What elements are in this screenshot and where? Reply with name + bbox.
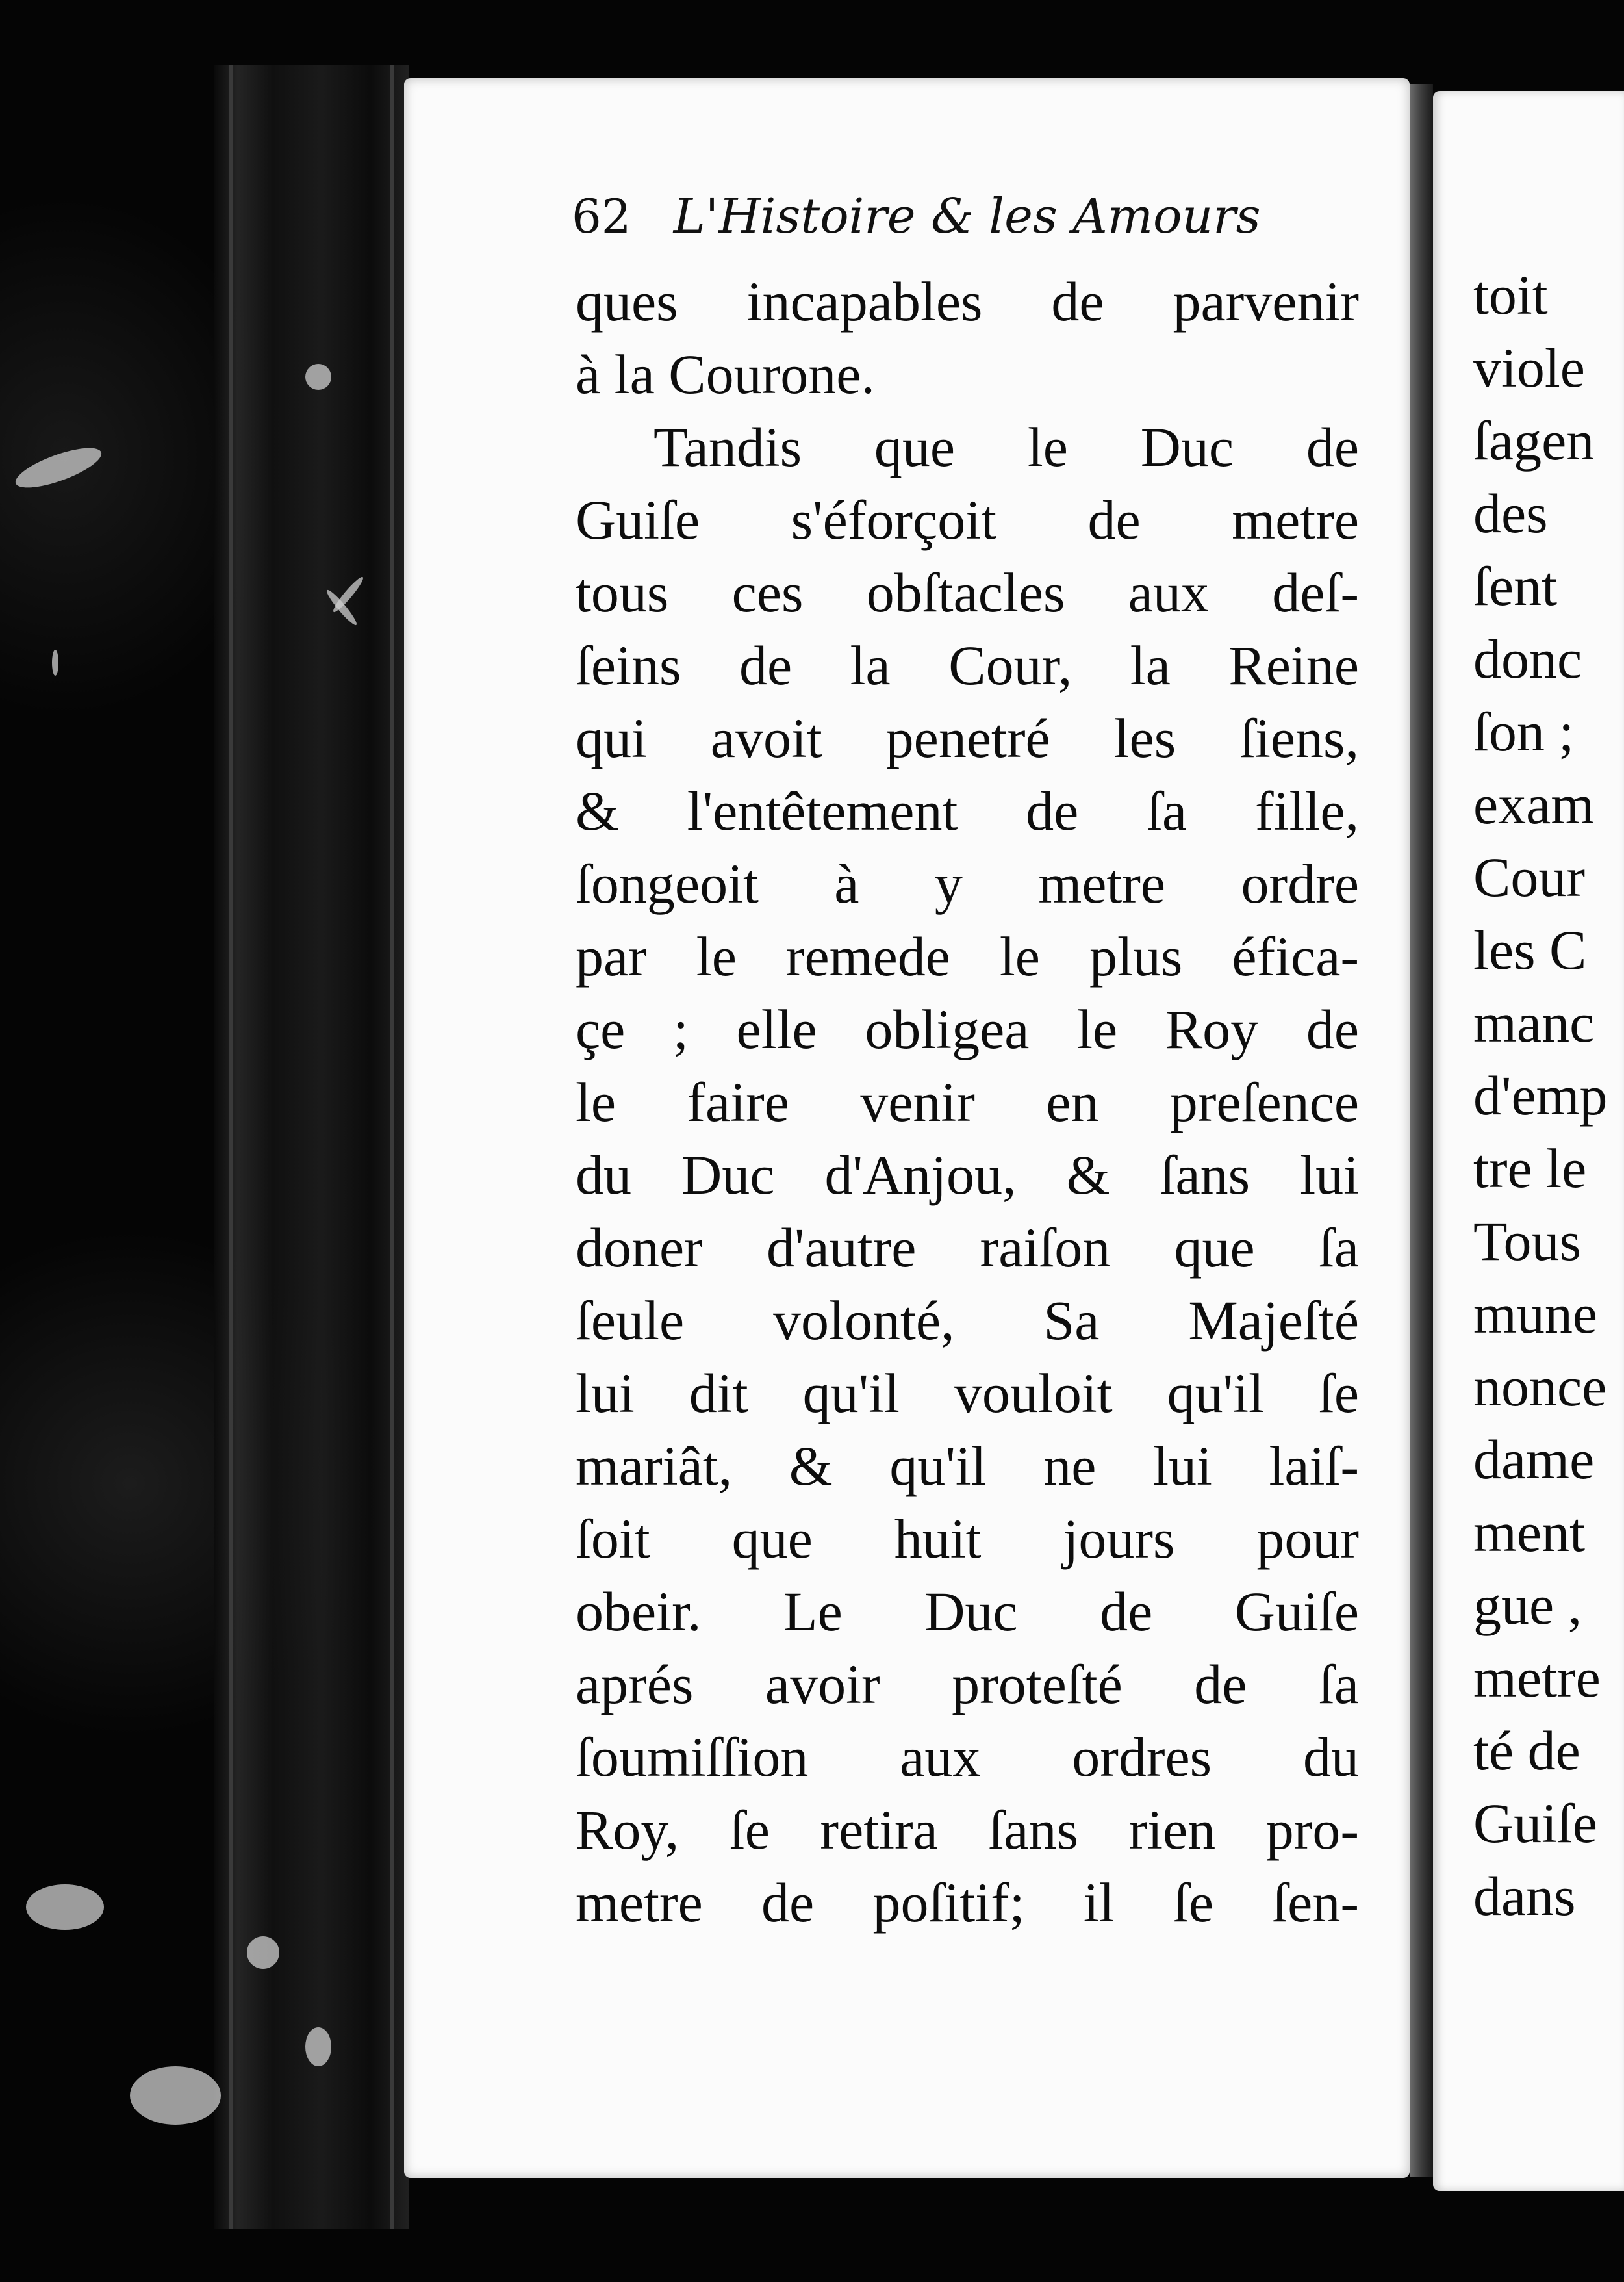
right-page-line: Cour — [1473, 846, 1585, 908]
text-line: qui avoit penetré les ſiens, — [576, 707, 1359, 769]
dust-fleck — [305, 2027, 331, 2066]
book-spine — [214, 65, 409, 2229]
spine-edge-line — [390, 65, 394, 2229]
text-line: ſoumiſſion aux ordres du — [576, 1726, 1359, 1788]
right-page-line: gue , — [1473, 1574, 1582, 1636]
text-line: metre de poſitif; il ſe ſen- — [576, 1871, 1359, 1934]
text-line: le faire venir en preſence — [576, 1071, 1359, 1133]
right-page-line: ſon ; — [1473, 700, 1575, 763]
text-line: doner d'autre raiſon que ſa — [576, 1216, 1359, 1279]
right-page-line: tre le — [1473, 1137, 1587, 1199]
text-line: Roy, ſe retira ſans rien pro- — [576, 1799, 1359, 1861]
right-page-line: les C — [1473, 919, 1587, 981]
dust-fleck — [305, 364, 331, 390]
right-page-line: té de — [1473, 1719, 1580, 1782]
right-page-line: nonce — [1473, 1355, 1607, 1418]
text-line: à la Courone. — [576, 343, 875, 405]
right-page-line: dame — [1473, 1428, 1595, 1491]
spine-edge-line — [229, 65, 233, 2229]
dust-fleck — [52, 650, 58, 676]
running-head — [572, 188, 1351, 260]
right-page-line: mune — [1473, 1283, 1598, 1345]
right-page-line: d'emp — [1473, 1064, 1608, 1127]
text-line: par le remede le plus éfica- — [576, 925, 1359, 988]
dust-fleck — [130, 2066, 221, 2125]
dust-fleck — [26, 1884, 104, 1930]
text-line: aprés avoir proteſté de ſa — [576, 1653, 1359, 1715]
right-page-line: dans — [1473, 1865, 1576, 1927]
right-page-line: ſagen — [1473, 409, 1595, 472]
right-page-line: ſent — [1473, 555, 1557, 617]
text-line: du Duc d'Anjou, & ſans lui — [576, 1144, 1359, 1206]
right-page-line: viole — [1473, 337, 1585, 399]
text-line: obeir. Le Duc de Guiſe — [576, 1580, 1359, 1643]
text-line: ques incapables de parvenir — [576, 270, 1359, 333]
text-line: ſeins de la Cour, la Reine — [576, 634, 1359, 697]
page-number: 62 — [572, 189, 631, 244]
text-line: mariât, & qu'il ne lui laiſ- — [576, 1435, 1359, 1497]
right-page-line: donc — [1473, 628, 1582, 690]
right-page-line: ment — [1473, 1501, 1585, 1563]
right-page-line: metre — [1473, 1647, 1601, 1709]
page-gutter — [1410, 84, 1433, 2177]
text-line: ſongeoit à y metre ordre — [576, 853, 1359, 915]
text-line: ſeule volonté, Sa Majeſté — [576, 1289, 1359, 1352]
text-line: tous ces obſtacles aux deſ- — [576, 561, 1359, 624]
text-line: & l'entêtement de ſa fille, — [576, 780, 1359, 842]
dust-fleck — [247, 1936, 279, 1969]
right-page-line: Tous — [1473, 1210, 1581, 1272]
right-page-line: exam — [1473, 773, 1595, 836]
text-line: Guiſe s'éforçoit de metre — [576, 489, 1359, 551]
text-line: lui dit qu'il vouloit qu'il ſe — [576, 1362, 1359, 1424]
right-page-line: des — [1473, 482, 1548, 545]
right-page-line: toit — [1473, 264, 1548, 326]
right-page-line: manc — [1473, 992, 1595, 1054]
text-line: çe ; elle obligea le Roy de — [576, 998, 1359, 1060]
text-line: Tandis que le Duc de — [653, 416, 1359, 478]
running-title: L'Histoire & les Amours — [673, 188, 1261, 244]
text-line: ſoit que huit jours pour — [576, 1507, 1359, 1570]
right-page-line: Guiſe — [1473, 1792, 1598, 1854]
